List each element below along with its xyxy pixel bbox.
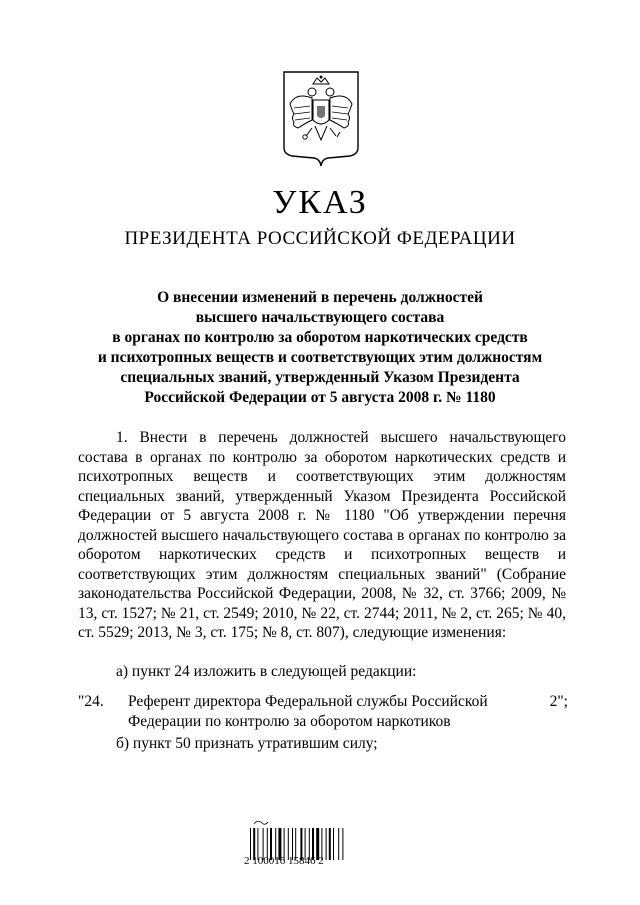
item-number: "24.	[78, 693, 104, 710]
document-title: УКАЗ	[272, 184, 368, 221]
heading-line: Российской Федерации от 5 августа 2008 г. № 1180	[144, 389, 496, 406]
heading-line: О внесении изменений в перечень должностей	[157, 289, 483, 306]
barcode-icon	[246, 818, 366, 878]
body-paragraph-1: 1. Внести в перечень должностей высшего начальствующего состава в органах по контролю за оборотом наркотических средств и психотропных веществ и соответствующих этим должностям специальных званий, утвержденный Указом Президента Российской Федерации от 5 августа 2008 г. № 1180 "Об утверждении перечня должностей высшего начальствующего состава в органах по контролю за оборотом наркотических средств и психотропных веществ и соответствующих этим должностям специальных званий" (Собрание законодательства Российской Федерации, 2008, № 32, ст. 3766; 2009, № 13, ст. 1527; № 21, ст. 2549; 2010, № 22, ст. 2744; 2011, № 2, ст. 265; № 40, ст. 5529; 2013, № 3, ст. 175; № 8, ст. 807), следующие изменения:	[78, 429, 566, 641]
document-subtitle: ПРЕЗИДЕНТА РОССИЙСКОЙ ФЕДЕРАЦИИ	[124, 228, 516, 249]
heading-line: в органах по контролю за оборотом наркотических средств	[112, 329, 528, 346]
heading-line: и психотропных веществ и соответствующих этим должностям	[97, 349, 543, 366]
barcode-number: 2 100016 15846 2	[244, 855, 324, 867]
decree-heading	[60, 288, 580, 408]
item-a-line: а) пункт 24 изложить в следующей редакции:	[116, 663, 417, 680]
item-b-line: б) пункт 50 признать утратившим силу;	[116, 735, 378, 752]
heading-line: высшего начальствующего состава	[195, 309, 445, 326]
item-text: Референт директора Федеральной службы Российской Федерации по контролю за оборотом наркотиков	[128, 693, 488, 730]
heading-line: специальных званий, утвержденный Указом Президента	[120, 369, 520, 386]
item-rank-value: 2";	[549, 693, 568, 710]
coat-of-arms-icon	[282, 70, 360, 166]
quoted-item-24	[78, 692, 568, 732]
